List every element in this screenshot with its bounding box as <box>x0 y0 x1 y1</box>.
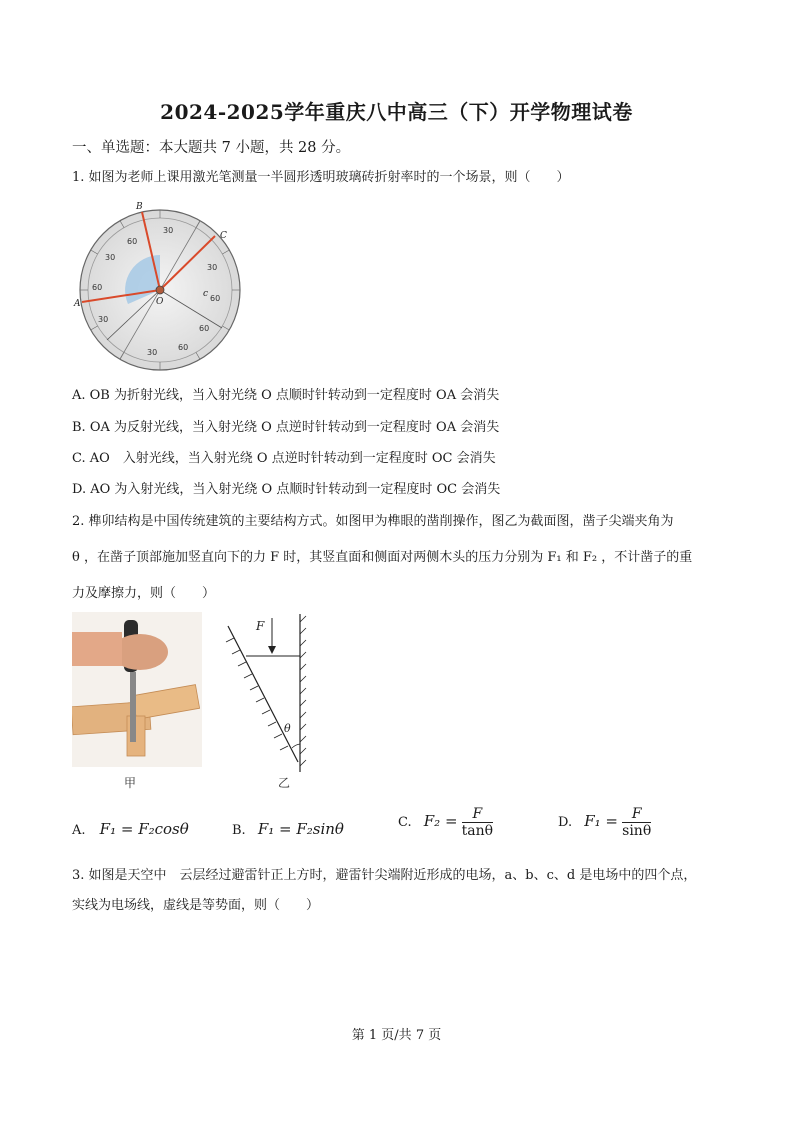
tick-label: 30 <box>147 348 158 357</box>
fraction-c <box>462 806 493 839</box>
q1-option-c[interactable]: C. AO 入射光线，当入射光绕 O 点逆时针转动到一定程度时 OC 会消失 <box>72 451 496 466</box>
tick-label: 30 <box>163 226 174 235</box>
label-B: B <box>136 202 143 212</box>
tick-label: 60 <box>92 283 103 292</box>
q2-option-b[interactable] <box>232 820 344 838</box>
fig-label-F: F <box>256 619 265 633</box>
fraction-numerator: F <box>462 806 493 823</box>
question-3-line2: 实线为电场线，虚线是等势面，则（ ） <box>72 898 320 913</box>
option-label: D. <box>558 815 573 830</box>
question-1-stem: 1. 如图为老师上课用激光笔测量一半圆形透明玻璃砖折射率时的一个场景，则（ ） <box>72 170 570 185</box>
page-footer: 第 1 页/共 7 页 <box>351 1028 442 1043</box>
option-label: C. <box>398 815 412 830</box>
label-C: C <box>220 231 227 241</box>
fraction-denominator: sinθ <box>622 823 652 839</box>
formula-c-lhs: F₂ = <box>423 812 458 830</box>
tick-label: 60 <box>210 294 221 303</box>
question-2-stem-line2: θ ，在凿子顶部施加竖直向下的力 F 时，其竖直面和侧面对两侧木头的压力分别为 F₁ 和 F₂ ，不计凿子的重 <box>72 550 693 565</box>
formula-b: F₁ = F₂sinθ <box>257 820 344 838</box>
page-title: 2024-2025学年重庆八中高三（下）开学物理试卷 <box>160 100 633 124</box>
question-2-stem-line1: 2. 榫卯结构是中国传统建筑的主要结构方式。如图甲为榫眼的凿削操作，图乙为截面图，凿子尖端夹角为 <box>72 514 674 529</box>
protractor-figure <box>72 200 252 375</box>
label-A: A <box>74 299 81 309</box>
label-O: O <box>156 297 164 307</box>
tick-label: 30 <box>105 253 116 262</box>
fig-label-jia: 甲 <box>124 776 137 790</box>
fig-label-theta: θ <box>284 722 291 735</box>
section-heading: 一、单选题：本大题共 7 小题，共 28 分。 <box>72 140 351 156</box>
q2-option-c[interactable] <box>398 806 493 839</box>
chisel-photo <box>72 612 202 792</box>
q1-option-d[interactable]: D. AO 为入射光线，当入射光绕 O 点顺时针转动到一定程度时 OC 会消失 <box>72 482 501 497</box>
chisel-cross-section <box>220 612 310 792</box>
option-label: B. <box>232 823 246 838</box>
formula-a: F₁ = F₂cosθ <box>99 820 189 838</box>
fig-label-yi: 乙 <box>278 776 291 790</box>
formula-d-lhs: F₁ = <box>584 812 618 830</box>
option-label: A. <box>72 823 86 838</box>
q1-option-b[interactable]: B. OA 为反射光线，当入射光绕 O 点逆时针转动到一定程度时 OA 会消失 <box>72 420 500 435</box>
fraction-numerator: F <box>622 806 651 823</box>
tick-label: 60 <box>199 324 210 333</box>
q1-option-a[interactable]: A. OB 为折射光线，当入射光绕 O 点顺时针转动到一定程度时 OA 会消失 <box>72 388 500 403</box>
question-3-line1: 3. 如图是天空中 云层经过避雷针正上方时，避雷针尖端附近形成的电场，a、b、c、d 是电场中的四个点， <box>72 868 697 883</box>
label-c: c <box>203 289 209 299</box>
fraction-denominator: tanθ <box>461 823 494 839</box>
laser-center <box>156 286 164 294</box>
tick-label: 60 <box>127 237 138 246</box>
tick-label: 60 <box>178 343 189 352</box>
tick-label: 30 <box>98 315 109 324</box>
question-2-stem-line3: 力及摩擦力，则（ ） <box>72 586 216 601</box>
q2-option-d[interactable] <box>558 806 651 839</box>
tick-label: 30 <box>207 263 218 272</box>
q2-option-a[interactable] <box>72 820 189 838</box>
fraction-d <box>622 806 651 839</box>
